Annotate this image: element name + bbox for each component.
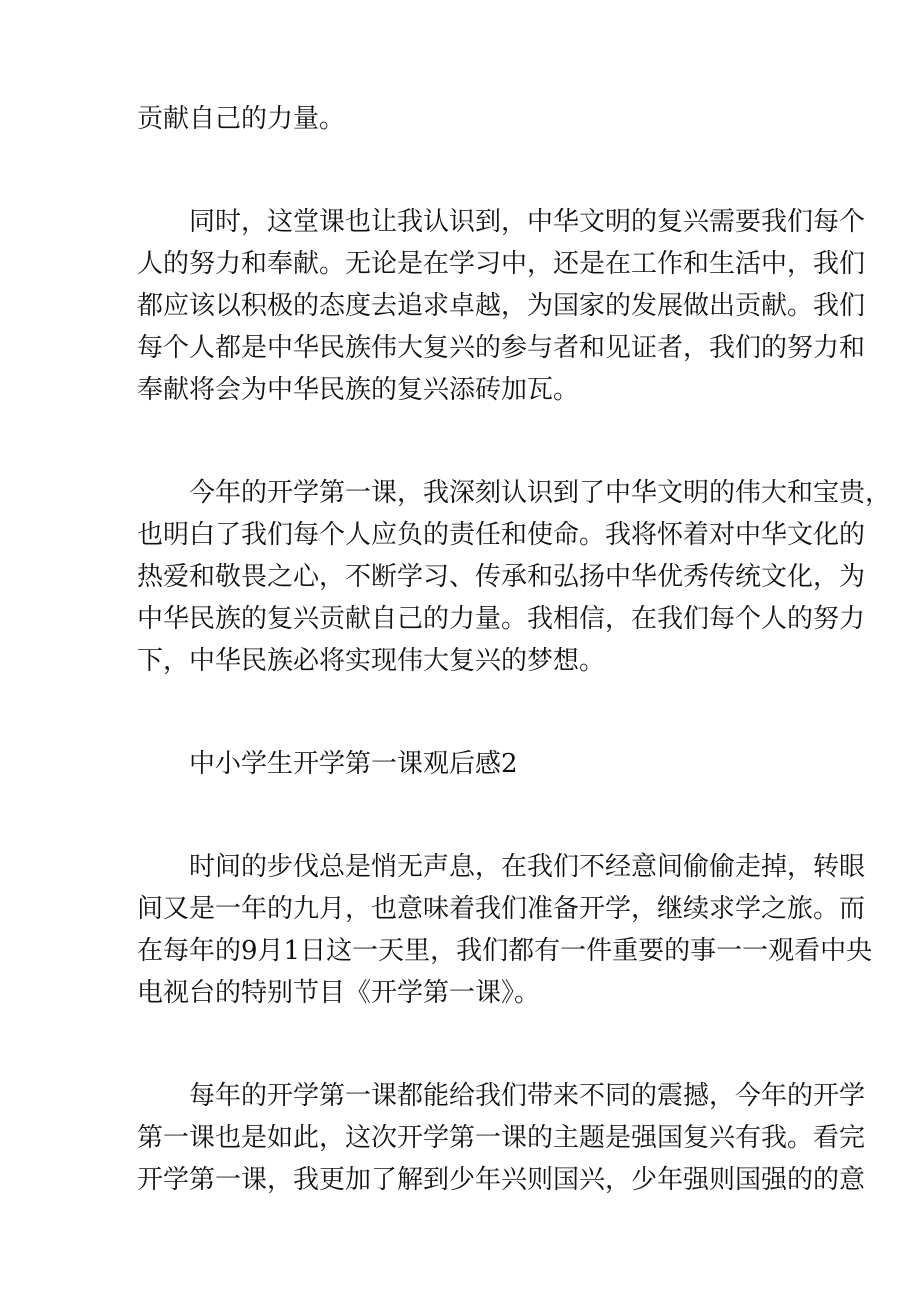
text-line: 中华民族的复兴贡献自己的力量。我相信，在我们每个人的努力 xyxy=(137,604,866,634)
text-line: 奉献将会为中华民族的复兴添砖加瓦。 xyxy=(137,375,580,405)
paragraph-continuation xyxy=(137,98,785,140)
text-line: 今年的开学第一课，我深刻认识到了中华文明的伟大和宝贵， xyxy=(189,478,892,508)
paragraph-1 xyxy=(137,201,866,411)
text-line: 下，中华民族必将实现伟大复兴的梦想。 xyxy=(137,646,606,676)
text-line: 同时，这堂课也让我认识到，中华文明的复兴需要我们每个 xyxy=(189,207,866,237)
text-line: 第一课也是如此，这次开学第一课的主题是强国复兴有我。看完 xyxy=(137,1123,866,1153)
text-line: 每个人都是中华民族伟大复兴的参与者和见证者，我们的努力和 xyxy=(137,333,866,363)
text-line: 间又是一年的九月，也意味着我们准备开学，继续求学之旅。而 xyxy=(137,894,866,924)
text-line: 电视台的特别节目《开学第一课》。 xyxy=(137,978,541,1008)
paragraph-gap xyxy=(137,140,785,201)
text-line: 人的努力和奉献。无论是在学习中，还是在工作和生活中，我们 xyxy=(137,249,866,279)
paragraph-gap xyxy=(137,1014,785,1075)
text-line: 开学第一课，我更加了解到少年兴则国兴，少年强则国强的的意 xyxy=(137,1165,866,1195)
document-body xyxy=(137,98,892,1201)
text-line: 也明白了我们每个人应负的责任和使命。我将怀着对中华文化的 xyxy=(137,520,866,550)
section-heading: 中小学生开学第一课观后感2 xyxy=(189,749,518,779)
paragraph-2 xyxy=(137,472,892,682)
paragraph-gap xyxy=(137,682,785,743)
paragraph-3 xyxy=(137,846,873,1014)
text-line: 热爱和敬畏之心，不断学习、传承和弘扬中华优秀传统文化，为 xyxy=(137,562,866,592)
text-line: 每年的开学第一课都能给我们带来不同的震撼，今年的开学 xyxy=(189,1081,866,1111)
paragraph-gap xyxy=(137,785,785,846)
text-line: 时间的步伐总是悄无声息，在我们不经意间偷偷走掉，转眼 xyxy=(189,852,866,882)
paragraph-gap xyxy=(137,411,785,472)
text-line: 贡献自己的力量。 xyxy=(137,104,346,134)
text-line: 都应该以积极的态度去追求卓越，为国家的发展做出贡献。我们 xyxy=(137,291,866,321)
text-line: 在每年的9月1日这一天里，我们都有一件重要的事一一观看中央 xyxy=(137,936,873,966)
paragraph-4 xyxy=(137,1075,866,1201)
